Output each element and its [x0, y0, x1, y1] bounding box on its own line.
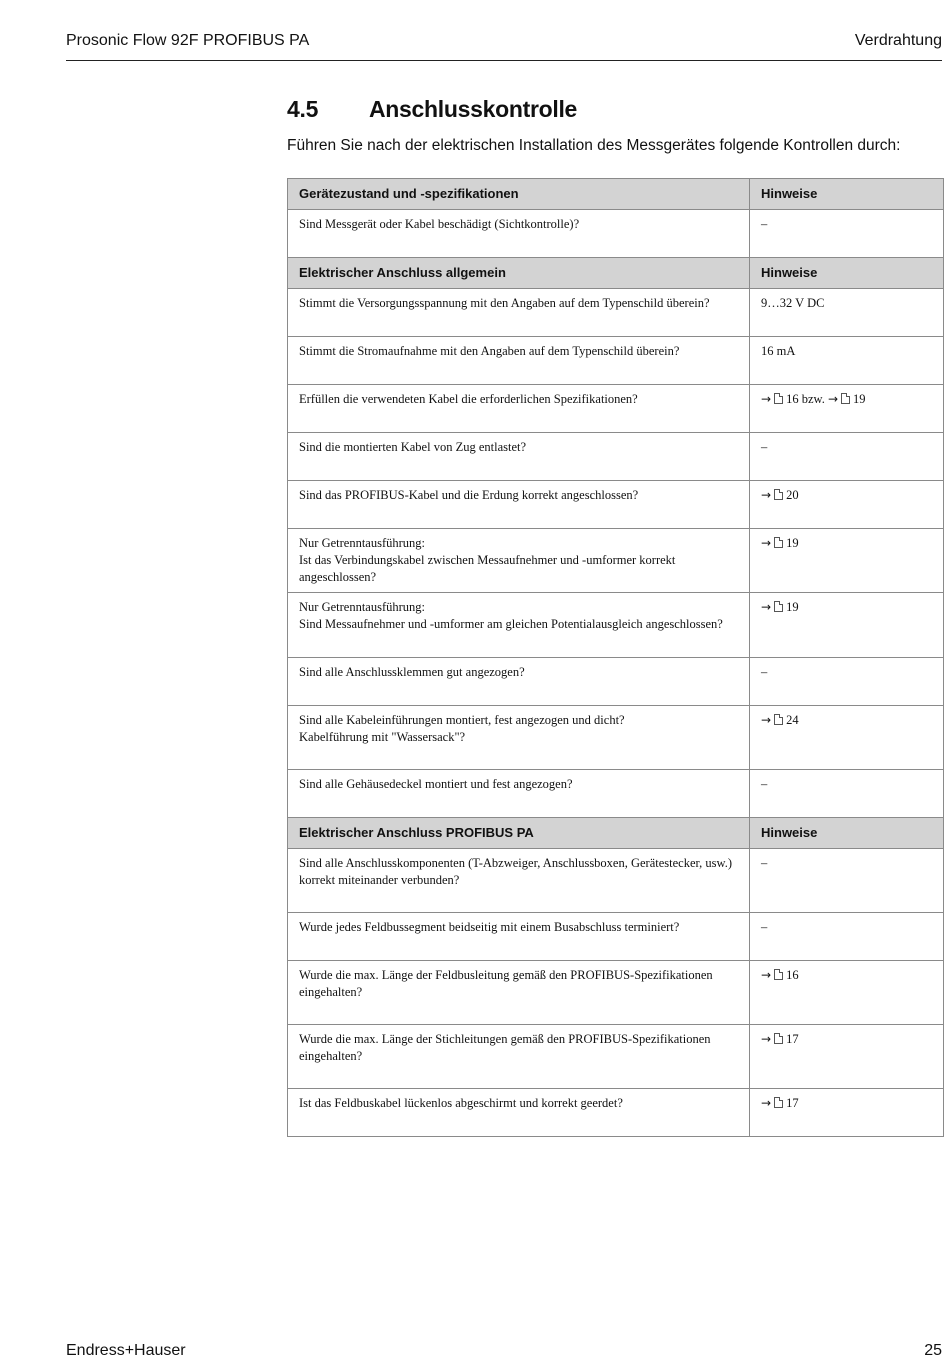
check-item — [288, 210, 750, 258]
page-reference[interactable]: 16 — [786, 392, 799, 406]
table-row — [288, 1025, 944, 1089]
note-text: – — [761, 856, 768, 870]
page-icon — [774, 489, 783, 500]
group-header-row — [288, 179, 944, 210]
check-item — [288, 770, 750, 818]
check-text: Sind das PROFIBUS-Kabel und die Erdung korrekt angeschlossen? — [299, 488, 639, 502]
page-icon — [774, 601, 783, 612]
check-item — [288, 706, 750, 770]
section-title: Anschlusskontrolle — [369, 96, 578, 122]
check-text: Sind alle Kabeleinführungen montiert, fest angezogen und dicht? — [299, 713, 625, 727]
table-row — [288, 289, 944, 337]
note-cell — [750, 529, 944, 593]
table-row — [288, 529, 944, 593]
check-text: Erfüllen die verwendeten Kabel die erforderlichen Spezifikationen? — [299, 392, 638, 406]
check-text: Stimmt die Stromaufnahme mit den Angaben auf dem Typenschild überein? — [299, 344, 680, 358]
note-text: 9…32 V DC — [761, 296, 825, 310]
table-row — [288, 385, 944, 433]
check-text: Stimmt die Versorgungsspannung mit den Angaben auf dem Typenschild überein? — [299, 296, 710, 310]
page-icon — [774, 969, 783, 980]
notes-heading: Hinweise — [750, 179, 944, 210]
table-row — [288, 481, 944, 529]
group-heading: Gerätezustand und -spezifikationen — [288, 179, 750, 210]
section-heading — [287, 96, 577, 123]
check-item — [288, 1025, 750, 1089]
page-reference[interactable]: 16 — [786, 968, 799, 982]
page-reference[interactable]: 24 — [786, 713, 799, 727]
note-cell — [750, 961, 944, 1025]
note-cell — [750, 593, 944, 658]
check-text: Ist das Verbindungskabel zwischen Messaufnehmer und -umformer korrekt angeschlossen? — [299, 553, 676, 584]
page-icon — [774, 1097, 783, 1108]
page-number: 25 — [924, 1342, 942, 1359]
right-arrow-icon: → — [761, 392, 772, 406]
right-arrow-icon: → — [761, 713, 772, 727]
page-icon — [841, 393, 850, 404]
table-row — [288, 337, 944, 385]
ref-joiner: bzw. — [798, 392, 828, 406]
note-cell — [750, 1025, 944, 1089]
check-text: Kabelführung mit "Wassersack"? — [299, 730, 466, 744]
note-text: – — [761, 777, 768, 791]
page-reference[interactable]: 17 — [786, 1032, 799, 1046]
check-item — [288, 385, 750, 433]
section-number: 4.5 — [287, 96, 319, 122]
check-text: Wurde die max. Länge der Stichleitungen gemäß den PROFIBUS-Spezifikationen eingehalten? — [299, 1032, 711, 1063]
table-row — [288, 770, 944, 818]
right-arrow-icon: → — [761, 488, 772, 502]
check-text: Wurde die max. Länge der Feldbusleitung gemäß den PROFIBUS-Spezifikationen eingehalten? — [299, 968, 713, 999]
group-heading: Elektrischer Anschluss PROFIBUS PA — [288, 818, 750, 849]
page-reference[interactable]: 20 — [786, 488, 799, 502]
footer-brand: Endress+Hauser — [66, 1342, 186, 1359]
right-arrow-icon: → — [761, 968, 772, 982]
note-text: – — [761, 665, 768, 679]
table-row — [288, 913, 944, 961]
note-cell — [750, 289, 944, 337]
check-text: Ist das Feldbuskabel lückenlos abgeschirmt und korrekt geerdet? — [299, 1096, 623, 1110]
notes-heading: Hinweise — [750, 258, 944, 289]
check-table — [287, 178, 944, 1137]
table-row — [288, 593, 944, 658]
right-arrow-icon: → — [761, 1032, 772, 1046]
check-text: Sind die montierten Kabel von Zug entlastet? — [299, 440, 527, 454]
check-text: Sind Messgerät oder Kabel beschädigt (Sichtkontrolle)? — [299, 217, 580, 231]
note-cell — [750, 706, 944, 770]
page-reference[interactable]: 19 — [786, 536, 799, 550]
check-text: Sind alle Anschlussklemmen gut angezogen? — [299, 665, 525, 679]
check-item — [288, 433, 750, 481]
page-reference[interactable]: 17 — [786, 1096, 799, 1110]
check-item — [288, 658, 750, 706]
note-text: 16 mA — [761, 344, 796, 358]
chapter-title: Verdrahtung — [854, 32, 942, 49]
note-text: – — [761, 440, 768, 454]
note-cell — [750, 210, 944, 258]
check-item — [288, 1089, 750, 1137]
right-arrow-icon: → — [761, 600, 772, 614]
check-text: Wurde jedes Feldbussegment beidseitig mit einem Busabschluss terminiert? — [299, 920, 680, 934]
check-text: Nur Getrenntausführung: — [299, 536, 426, 550]
table-row — [288, 658, 944, 706]
check-text: Sind alle Gehäusedeckel montiert und fest angezogen? — [299, 777, 573, 791]
check-text: Sind Messaufnehmer und -umformer am gleichen Potentialausgleich angeschlossen? — [299, 617, 723, 631]
page-icon — [774, 714, 783, 725]
right-arrow-icon: → — [827, 392, 839, 406]
check-item — [288, 481, 750, 529]
check-item — [288, 289, 750, 337]
group-header-row — [288, 258, 944, 289]
table-row — [288, 210, 944, 258]
document-title: Prosonic Flow 92F PROFIBUS PA — [66, 32, 310, 49]
right-arrow-icon: → — [761, 1096, 772, 1110]
note-text: – — [761, 920, 768, 934]
check-item — [288, 529, 750, 593]
note-cell — [750, 1089, 944, 1137]
note-text: – — [761, 217, 768, 231]
page-icon — [774, 1033, 783, 1044]
note-cell — [750, 913, 944, 961]
table-row — [288, 706, 944, 770]
check-item — [288, 913, 750, 961]
note-cell — [750, 481, 944, 529]
check-item — [288, 849, 750, 913]
note-cell — [750, 849, 944, 913]
note-cell — [750, 385, 944, 433]
page-header — [66, 32, 942, 61]
note-cell — [750, 433, 944, 481]
check-item — [288, 593, 750, 658]
right-arrow-icon: → — [761, 536, 772, 550]
note-cell — [750, 337, 944, 385]
group-heading: Elektrischer Anschluss allgemein — [288, 258, 750, 289]
table-row — [288, 433, 944, 481]
check-text: Nur Getrenntausführung: — [299, 600, 426, 614]
check-item — [288, 961, 750, 1025]
table-row — [288, 1089, 944, 1137]
note-cell — [750, 658, 944, 706]
page-icon — [774, 393, 783, 404]
check-text: Sind alle Anschlusskomponenten (T-Abzweiger, Anschlussboxen, Gerätestecker, usw.) korrekt miteinander verbunden? — [299, 856, 733, 887]
page-icon — [774, 537, 783, 548]
intro-text: Führen Sie nach der elektrischen Installation des Messgerätes folgende Kontrollen durch: — [287, 137, 901, 154]
table-row — [288, 849, 944, 913]
check-item — [288, 337, 750, 385]
page-reference[interactable]: 19 — [786, 600, 799, 614]
page-reference[interactable]: 19 — [853, 392, 866, 406]
notes-heading: Hinweise — [750, 818, 944, 849]
table-row — [288, 961, 944, 1025]
note-cell — [750, 770, 944, 818]
group-header-row — [288, 818, 944, 849]
